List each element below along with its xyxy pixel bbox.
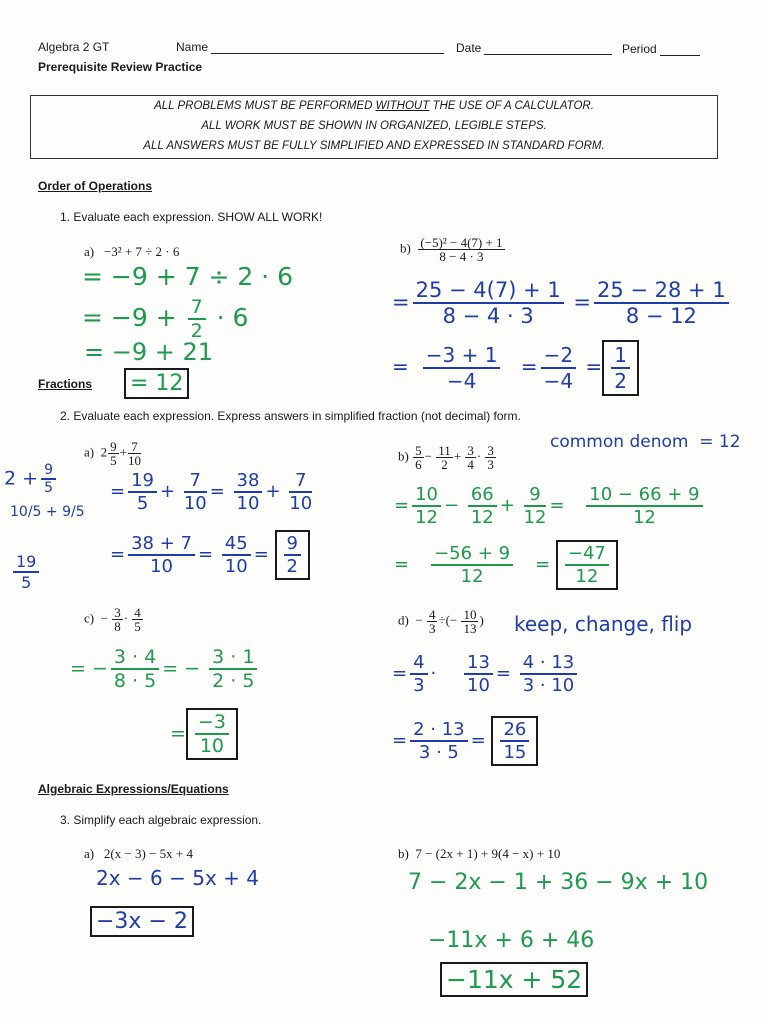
note-2d: keep, change, flip <box>514 612 693 636</box>
answer-1a-box: = 12 <box>124 368 189 399</box>
work-2a-step1: = $\frac{19}{5}$ + $\frac{7}{10}$ = $\frac{38}{10}$ + $\frac{7}{10}$ <box>110 470 313 514</box>
answer-1a <box>124 368 189 399</box>
date-field[interactable] <box>456 41 612 55</box>
name-field[interactable] <box>176 40 444 54</box>
period-field[interactable] <box>622 42 700 56</box>
instruction-line-3: ALL ANSWERS MUST BE FULLY SIMPLIFIED AND EXPRESSED IN STANDARD FORM. <box>143 140 605 152</box>
work-3b-step1: 7 − 2x − 1 + 36 − 9x + 10 <box>408 870 709 895</box>
question-1: 1. Evaluate each expression. SHOW ALL WORK! <box>60 210 323 224</box>
answer-2b-box: $\frac{-47}{12}$ <box>556 540 618 590</box>
work-1b-step1: = $\frac{25 - 4(7) + 1}{8 - 4 \cdot 3}$ = $\frac{25 - 28 + 1}{8 - 12}$ <box>392 278 732 328</box>
work-3a-step1: 2x − 6 − 5x + 4 <box>96 866 259 890</box>
answer-2d-box: $\frac{26}{15}$ <box>491 716 538 766</box>
instruction-line-2: ALL WORK MUST BE SHOWN IN ORGANIZED, LEGIBLE STEPS. <box>201 120 547 132</box>
work-2a-side1: 2 + $\frac{9}{5}$ <box>4 462 59 496</box>
problem-3b: b) 7 − (2x + 1) + 9(4 − x) + 10 <box>398 846 561 861</box>
section-order-of-operations: Order of Operations <box>38 179 153 193</box>
work-2c-step1: = − $\frac{3 \cdot 4}{8 \cdot 5}$ = − $\frac{3 \cdot 1}{2 \cdot 5}$ <box>70 646 260 692</box>
answer-1b-box: $\frac{1}{2}$ <box>602 340 639 396</box>
date-label: Date <box>456 41 482 55</box>
period-label: Period <box>622 42 657 56</box>
work-1a-step3: = −9 + 21 <box>84 338 214 366</box>
work-2a-step2: = $\frac{38 + 7}{10}$ = $\frac{45}{10}$ = $\frac{9}{2}$ <box>110 530 310 580</box>
answer-3b <box>440 962 588 997</box>
note-2b: common denom = 12 <box>550 432 741 452</box>
problem-3a: a) 2(x − 3) − 5x + 4 <box>84 846 194 861</box>
answer-2c-box: $\frac{-3}{10}$ <box>186 708 238 760</box>
answer-2a-box: $\frac{9}{2}$ <box>275 530 310 580</box>
instruction-line-1: ALL PROBLEMS MUST BE PERFORMED WITHOUT THE USE OF A CALCULATOR. <box>154 100 594 112</box>
question-2: 2. Evaluate each expression. Express answers in simplified fraction (not decimal) form. <box>60 409 521 423</box>
work-2d-step2: = $\frac{2 \cdot 13}{3 \cdot 5}$ = $\frac{26}{15}$ <box>392 716 538 766</box>
course-title: Algebra 2 GT <box>38 40 110 54</box>
section-algebraic-expressions: Algebraic Expressions/Equations <box>38 782 229 796</box>
work-2a-side3: $\frac{19}{5}$ <box>10 552 42 592</box>
section-fractions: Fractions <box>38 377 93 391</box>
work-1a-step2: = −9 + $\frac{7}{2}$ · 6 <box>82 296 249 342</box>
question-3: 3. Simplify each algebraic expression. <box>60 813 262 827</box>
work-3b-step2: −11x + 6 + 46 <box>428 928 595 953</box>
worksheet-subtitle: Prerequisite Review Practice <box>38 60 203 74</box>
answer-3a-box: −3x − 2 <box>90 906 194 937</box>
name-label: Name <box>176 40 209 54</box>
problem-2d: d) − $\frac{4}{3}$ ÷(− $\frac{10}{13}$ ) <box>398 607 484 636</box>
answer-3b-box: −11x + 52 <box>440 962 588 997</box>
problem-2c: c) − $\frac{3}{8}$ · $\frac{4}{5}$ <box>84 605 141 634</box>
problem-2a: a) 2 $\frac{9}{5}$ + $\frac{7}{10}$ <box>84 439 141 468</box>
problem-2b: b) $\frac{5}{6}$ − $\frac{11}{2}$ + $\frac{3}{4}$ · $\frac{3}{3}$ <box>398 443 494 472</box>
work-2a-side2: 10/5 + 9/5 <box>10 504 85 520</box>
work-2b-step2: = $\frac{-56 + 9}{12}$ = $\frac{-47}{12}$ <box>394 540 618 590</box>
problem-1b: b) $\frac{\text{(−5)² − 4(7) + 1}}{8 - 4 \cdot 3}$ <box>400 235 503 264</box>
answer-3a <box>90 906 194 937</box>
work-2c-step2: = $\frac{-3}{10}$ <box>170 708 238 760</box>
work-1b-step2: = $\frac{-3 + 1}{-4}$ = $\frac{-2}{-4}$ = $\frac{1}{2}$ <box>392 340 639 396</box>
work-2b-step1: = $\frac{10}{12}$ − $\frac{66}{12}$ + $\frac{9}{12}$ = $\frac{10 - 66 + 9}{12}$ <box>394 484 706 528</box>
instructions-box <box>30 95 718 159</box>
work-1a-step1: = −9 + 7 ÷ 2 · 6 <box>82 262 293 291</box>
work-2d-step1: = $\frac{4}{3}$ · $\frac{13}{10}$ = $\frac{4 \cdot 13}{3 \cdot 10}$ <box>392 652 580 696</box>
problem-1a: a) −3² + 7 ÷ 2 · 6 <box>84 244 180 259</box>
